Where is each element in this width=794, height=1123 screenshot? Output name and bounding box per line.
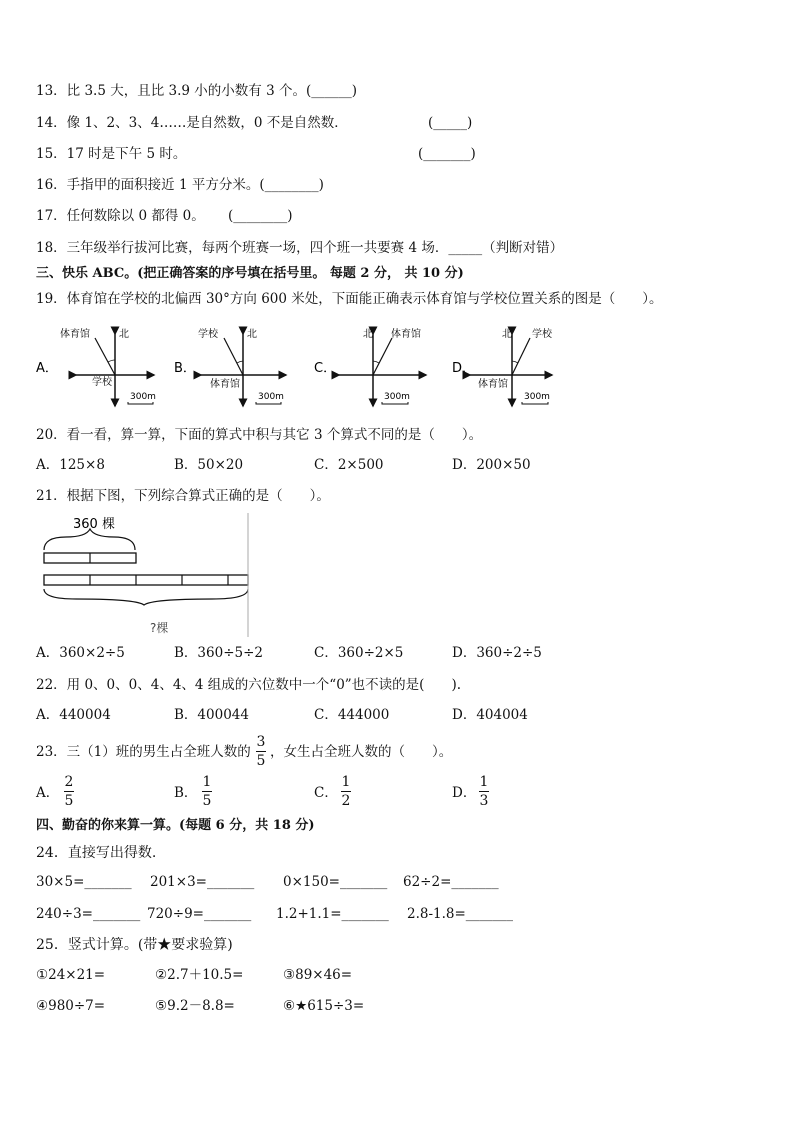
q24-item-7[interactable]: 1.2+1.1=_______ xyxy=(276,906,389,922)
q23-a-denominator: 5 xyxy=(64,793,74,809)
answer-blank-14[interactable]: (_____) xyxy=(428,115,473,131)
q19-a-scale: 300m xyxy=(130,392,156,402)
q23-stem-numerator: 3 xyxy=(256,734,266,750)
q25-item-1[interactable]: ①24×21= xyxy=(36,967,106,983)
q19-a-top-label: 体育馆 xyxy=(60,329,90,340)
q19-b-scale: 300m xyxy=(258,392,284,402)
q23-b-numerator: 1 xyxy=(202,774,212,790)
question-23-stem-pre: 23．三（1）班的男生占全班人数的 xyxy=(36,744,251,760)
question-23-stem-post: ，女生占全班人数的（ ）。 xyxy=(270,744,453,760)
q20-option-b[interactable]: B．50×20 xyxy=(174,457,244,473)
q19-c-north: 北 xyxy=(363,329,373,340)
q19-option-c-letter: C． xyxy=(314,361,337,376)
q19-b-bottom-label: 体育馆 xyxy=(210,379,240,390)
q25-item-6[interactable]: ⑥★615÷3= xyxy=(283,998,365,1014)
q24-item-6[interactable]: 720÷9=_______ xyxy=(147,906,252,922)
q23-a-numerator: 2 xyxy=(64,774,74,790)
q20-option-a[interactable]: A．125×8 xyxy=(36,457,105,473)
q23-b-denominator: 5 xyxy=(202,793,212,809)
q22-option-d[interactable]: D．404004 xyxy=(452,707,528,723)
q23-option-b-fraction[interactable] xyxy=(202,775,212,808)
section-4-title: 四、勤奋的你来算一算。(每题 6 分，共 18 分) xyxy=(36,818,315,833)
q24-item-5[interactable]: 240÷3=_______ xyxy=(36,906,141,922)
q19-option-a-diagram xyxy=(36,327,156,406)
q19-d-bottom-label: 体育馆 xyxy=(478,379,508,390)
q19-option-a-letter: A． xyxy=(36,361,58,376)
q21-top-label: 360 棵 xyxy=(73,517,115,532)
q19-d-scale: 300m xyxy=(524,392,550,402)
q24-item-3[interactable]: 0×150=_______ xyxy=(283,874,388,890)
question-19-stem: 19．体育馆在学校的北偏西 30°方向 600 米处，下面能正确表示体育馆与学校位置关系的图是（ ）。 xyxy=(36,291,663,307)
q23-d-denominator: 3 xyxy=(479,793,489,809)
question-20-stem: 20．看一看，算一算，下面的算式中积与其它 3 个算式不同的是（ ）。 xyxy=(36,427,483,443)
q19-c-scale: 300m xyxy=(384,392,410,402)
q23-option-c-fraction[interactable] xyxy=(341,775,351,808)
q23-option-d-letter[interactable]: D． xyxy=(452,785,477,801)
question-17: 17．任何数除以 0 都得 0。 xyxy=(36,208,205,224)
question-21-stem: 21．根据下图，下列综合算式正确的是（ ）。 xyxy=(36,488,330,504)
q19-b-north: 北 xyxy=(247,329,257,340)
q19-c-top-label: 体育馆 xyxy=(391,329,421,340)
q19-option-c-diagram xyxy=(314,327,426,406)
q25-item-2[interactable]: ②2.7＋10.5= xyxy=(155,967,244,983)
q22-option-a[interactable]: A．440004 xyxy=(36,707,111,723)
q25-item-4[interactable]: ④980÷7= xyxy=(36,998,106,1014)
q19-d-north: 北 xyxy=(502,329,512,340)
q24-item-4[interactable]: 62÷2=_______ xyxy=(403,874,499,890)
q21-bottom-label: ?棵 xyxy=(150,621,169,635)
answer-blank-15[interactable]: (_______) xyxy=(418,146,476,162)
q19-option-d-letter: D． xyxy=(452,361,476,376)
question-18: 18．三年级举行拔河比赛，每两个班赛一场，四个班一共要赛 4 场．_____（判断对错） xyxy=(36,240,564,256)
q19-option-d-diagram xyxy=(452,327,553,406)
q23-stem-denominator: 5 xyxy=(256,753,266,769)
question-22-stem: 22．用 0、0、0、4、4、4 组成的六位数中一个“0”也不读的是( ). xyxy=(36,677,462,693)
question-24-stem: 24．直接写出得数. xyxy=(36,845,157,861)
q23-stem-fraction xyxy=(256,735,266,768)
q25-item-5[interactable]: ⑤9.2－8.8= xyxy=(155,998,235,1014)
q21-option-d[interactable]: D．360÷2÷5 xyxy=(452,645,542,661)
answer-blank-17[interactable]: (________) xyxy=(228,208,293,224)
q21-option-a[interactable]: A．360×2÷5 xyxy=(36,645,125,661)
q22-option-c[interactable]: C．444000 xyxy=(314,707,390,723)
q24-item-2[interactable]: 201×3=_______ xyxy=(150,874,255,890)
q23-option-c-letter[interactable]: C． xyxy=(314,785,338,801)
q23-c-numerator: 1 xyxy=(341,774,351,790)
q23-option-d-fraction[interactable] xyxy=(479,775,489,808)
q19-option-b-diagram xyxy=(174,327,286,406)
q24-item-8[interactable]: 2.8-1.8=_______ xyxy=(407,906,514,922)
q23-option-b-letter[interactable]: B． xyxy=(174,785,198,801)
question-13: 13．比 3.5 大，且比 3.9 小的小数有 3 个。(______) xyxy=(36,83,357,99)
question-15: 15．17 时是下午 5 时。 xyxy=(36,146,187,162)
q23-option-a-fraction[interactable] xyxy=(64,775,74,808)
q23-d-numerator: 1 xyxy=(479,774,489,790)
q20-option-d[interactable]: D．200×50 xyxy=(452,457,531,473)
section-3-title: 三、快乐 ABC。(把正确答案的序号填在括号里。 每题 2 分， 共 10 分) xyxy=(36,266,464,281)
q25-item-3[interactable]: ③89×46= xyxy=(283,967,353,983)
q23-option-a-letter[interactable]: A． xyxy=(36,785,60,801)
q19-a-bottom-label: 学校 xyxy=(92,377,112,388)
q21-line-diagram xyxy=(36,513,252,637)
q19-d-top-label: 学校 xyxy=(532,329,552,340)
question-14: 14．像 1、2、3、4……是自然数，0 不是自然数． xyxy=(36,115,348,131)
q20-option-c[interactable]: C．2×500 xyxy=(314,457,384,473)
q19-b-top-label: 学校 xyxy=(198,329,218,340)
question-16: 16．手指甲的面积接近 1 平方分米。(________) xyxy=(36,177,324,193)
q19-a-north: 北 xyxy=(119,329,129,340)
q22-option-b[interactable]: B．400044 xyxy=(174,707,249,723)
q19-option-b-letter: B． xyxy=(174,361,196,376)
question-25-stem: 25．竖式计算。(带★要求验算) xyxy=(36,937,233,953)
q21-option-b[interactable]: B．360÷5÷2 xyxy=(174,645,263,661)
q24-item-1[interactable]: 30×5=_______ xyxy=(36,874,132,890)
q19-compass-diagrams xyxy=(0,318,794,413)
q23-c-denominator: 2 xyxy=(341,793,351,809)
q21-option-c[interactable]: C．360÷2×5 xyxy=(314,645,404,661)
